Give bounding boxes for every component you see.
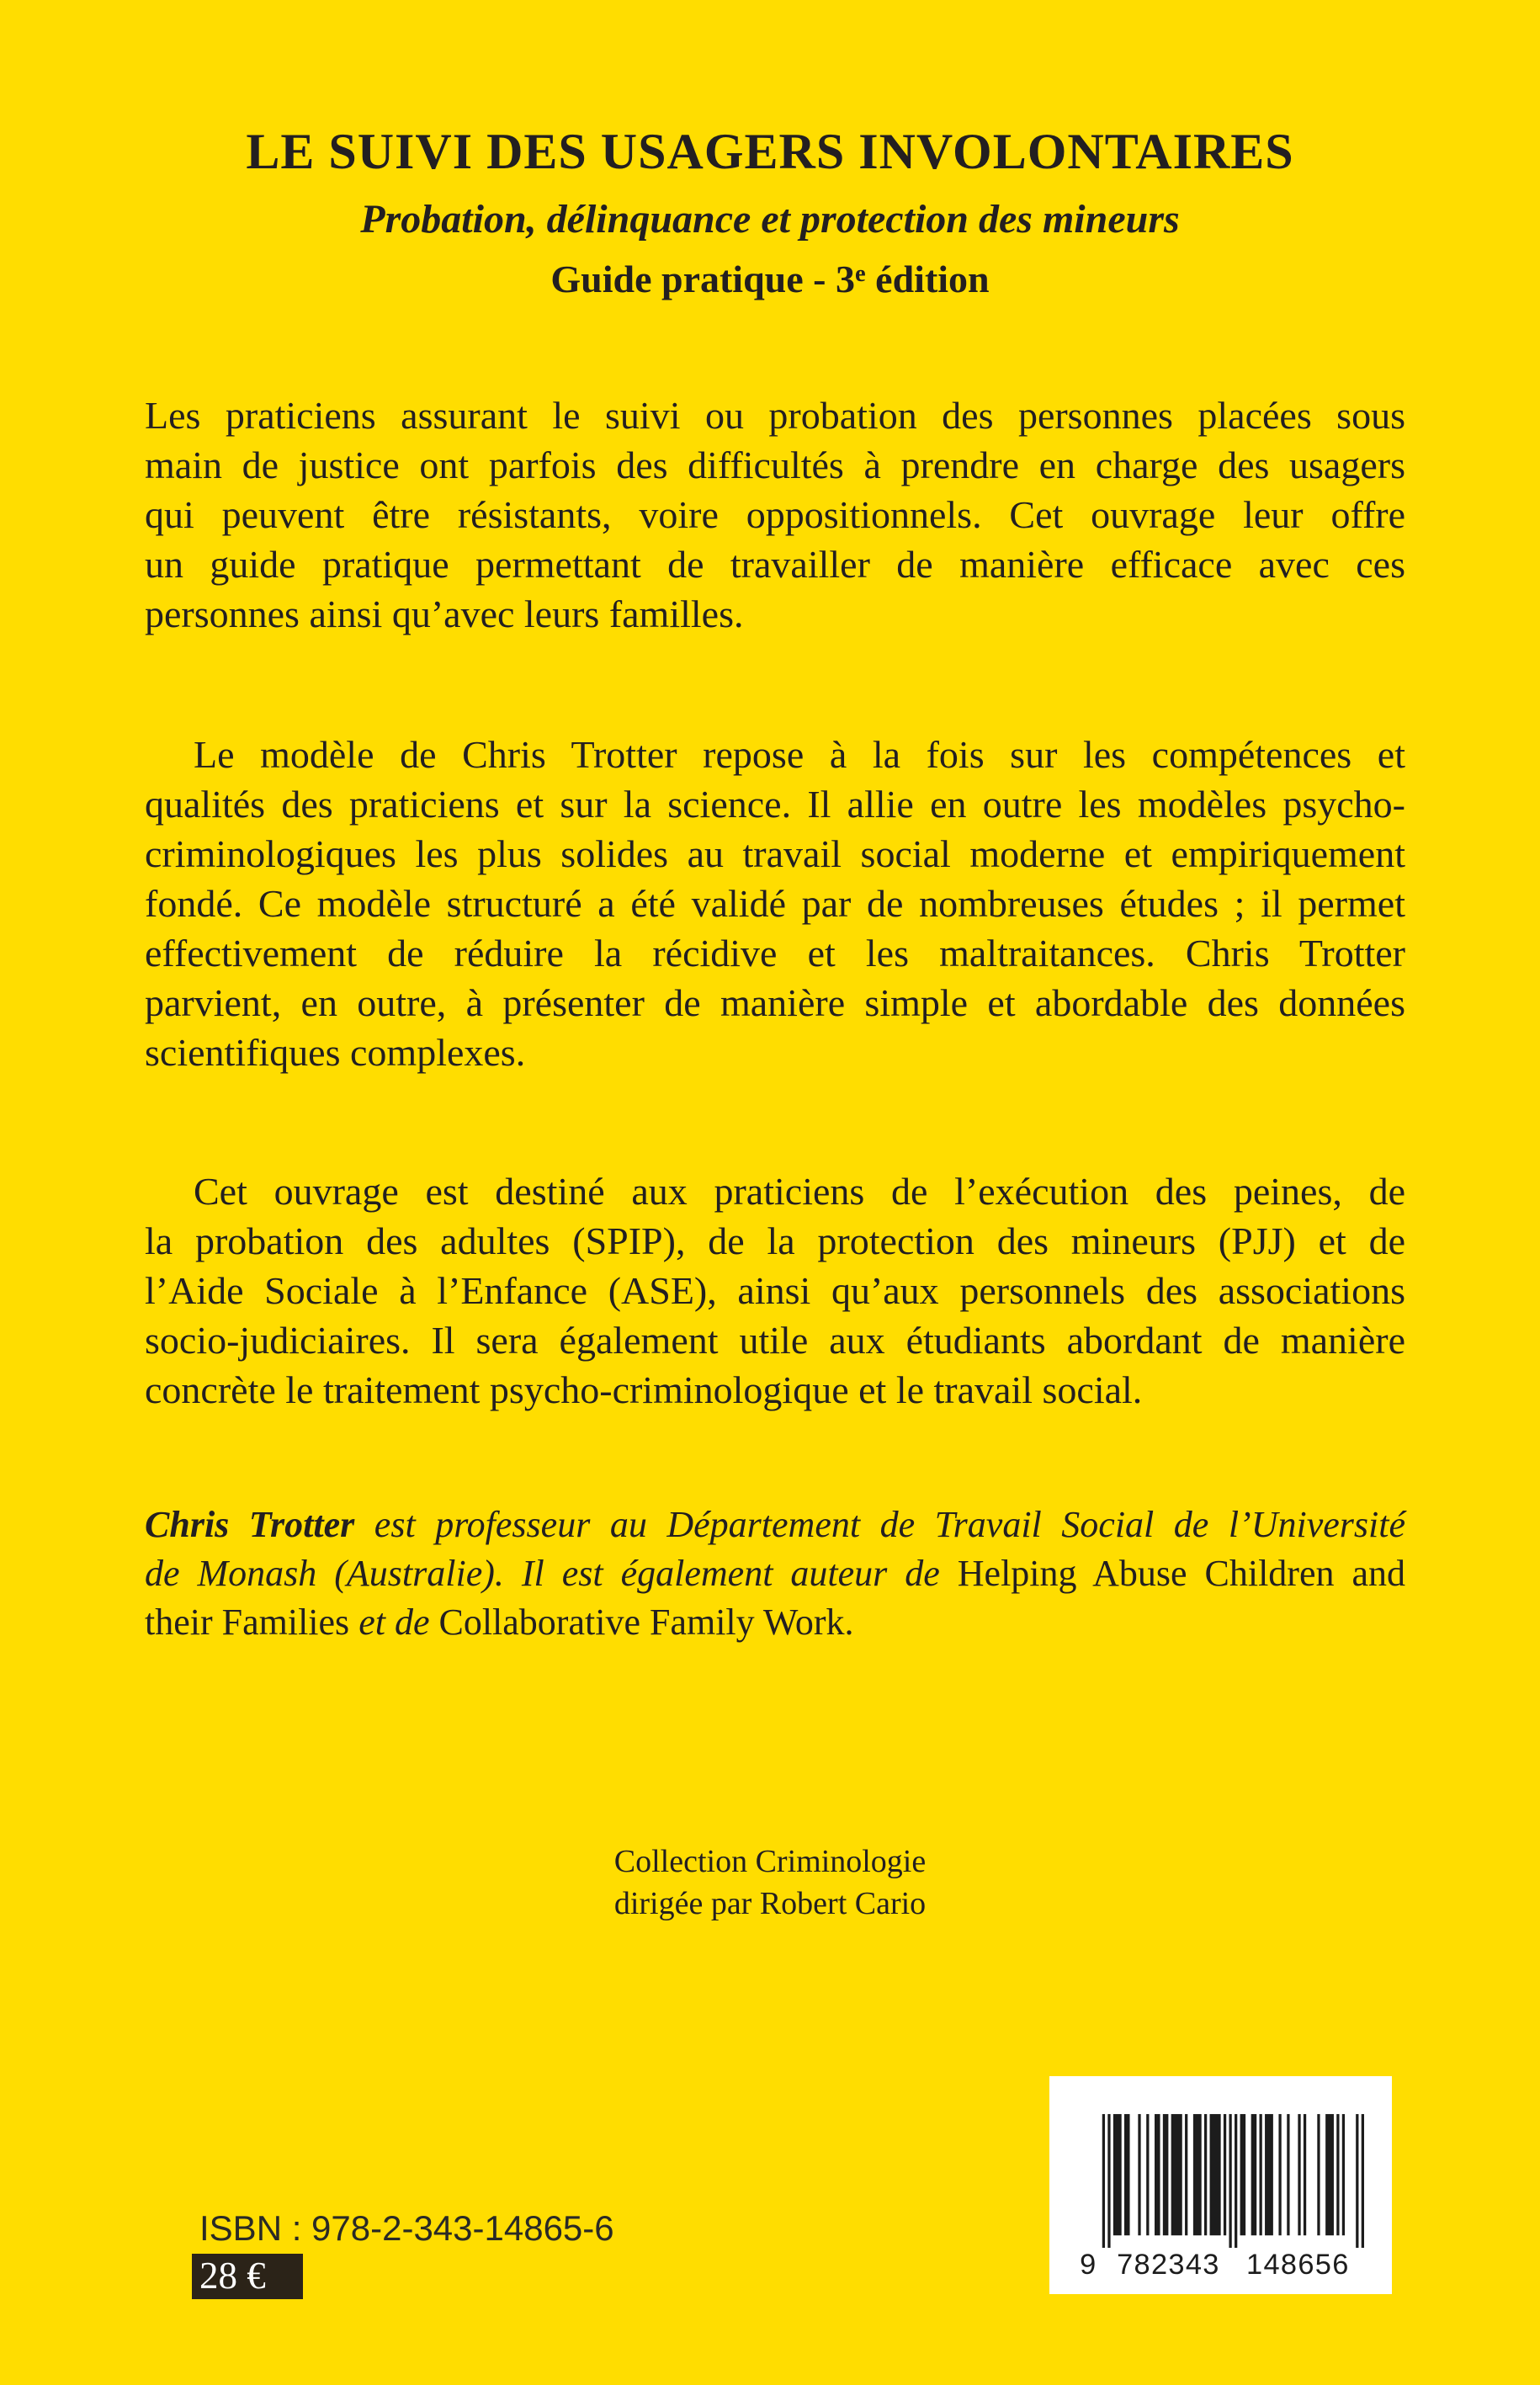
text-line: socio-judiciaires. Il sera également utile aux étudiants abordant de manière bbox=[145, 1318, 1405, 1362]
edition-suffix: édition bbox=[865, 257, 990, 300]
text-line: scientifiques complexes. bbox=[145, 1030, 526, 1074]
bio-text: est professeur au Département de Travail Social de l’Université bbox=[354, 1503, 1405, 1545]
collection-name: Collection Criminologie bbox=[613, 1843, 927, 1879]
text-line: l’Aide Sociale à l’Enfance (ASE), ainsi qu’aux personnels des associations bbox=[145, 1268, 1405, 1312]
paragraph-audience bbox=[145, 1166, 1405, 1415]
back-cover-text bbox=[145, 390, 1405, 1647]
paragraph-model bbox=[145, 730, 1405, 1077]
svg-text:782343: 782343 bbox=[1117, 2249, 1220, 2281]
bio-line bbox=[145, 1549, 1405, 1598]
edition-line bbox=[0, 251, 1540, 303]
text-line: la probation des adultes (SPIP), de la protection des mineurs (PJJ) et de bbox=[145, 1219, 1405, 1262]
svg-text:148656: 148656 bbox=[1246, 2249, 1350, 2281]
author-name: Chris Trotter bbox=[145, 1503, 355, 1545]
text-line: qui peuvent être résistants, voire oppositionnels. Cet ouvrage leur offre bbox=[145, 492, 1405, 536]
text-line: fondé. Ce modèle structuré a été validé par de nombreuses études ; il permet bbox=[145, 881, 1405, 925]
text-line: main de justice ont parfois des difficultés à prendre en charge des usagers bbox=[145, 443, 1405, 486]
edition-prefix: Guide pratique - 3 bbox=[550, 257, 855, 300]
price-value: 28 € bbox=[199, 2255, 266, 2297]
bio-text: de Monash (Australie). Il est également auteur de bbox=[145, 1552, 958, 1594]
bio-line bbox=[145, 1501, 1405, 1549]
book-reference: their Families bbox=[145, 1601, 350, 1643]
cover-header bbox=[0, 0, 1540, 303]
book-reference: Helping Abuse Children and bbox=[957, 1552, 1405, 1594]
text-line: un guide pratique permettant de travailler de manière efficace avec ces bbox=[145, 542, 1405, 586]
bio-text: et de bbox=[349, 1601, 439, 1643]
text-line: concrète le traitement psycho-criminologique et le travail social. bbox=[145, 1368, 1143, 1411]
book-title: LE SUIVI DES USAGERS INVOLONTAIRES bbox=[246, 124, 1294, 179]
book-subtitle: Probation, délinquance et protection des mineurs bbox=[360, 197, 1180, 242]
edition-superscript: e bbox=[855, 261, 866, 287]
ean13-barcode bbox=[1049, 2076, 1392, 2294]
text-line: criminologiques les plus solides au travail social moderne et empiriquement bbox=[145, 831, 1405, 875]
price-badge bbox=[192, 2254, 303, 2299]
book-reference: Collaborative Family Work. bbox=[438, 1601, 854, 1643]
text-line: effectivement de réduire la récidive et les maltraitances. Chris Trotter bbox=[145, 931, 1405, 975]
text-line: Cet ouvrage est destiné aux praticiens de l’exécution des peines, de bbox=[194, 1169, 1405, 1213]
collection-note bbox=[0, 1841, 1540, 1925]
bio-line bbox=[145, 1598, 1405, 1647]
paragraph-summary bbox=[145, 390, 1405, 639]
text-line: Les praticiens assurant le suivi ou probation des personnes placées sous bbox=[145, 393, 1405, 437]
collection-director: dirigée par Robert Cario bbox=[613, 1885, 927, 1921]
isbn-label: ISBN : 978-2-343-14865-6 bbox=[199, 2208, 614, 2248]
author-bio bbox=[145, 1501, 1405, 1647]
svg-text:9: 9 bbox=[1080, 2249, 1097, 2281]
text-line: Le modèle de Chris Trotter repose à la fois sur les compétences et bbox=[194, 732, 1405, 776]
text-line: parvient, en outre, à présenter de manière simple et abordable des données bbox=[145, 980, 1405, 1024]
text-line: qualités des praticiens et sur la science. Il allie en outre les modèles psycho- bbox=[145, 782, 1405, 826]
text-line: personnes ainsi qu’avec leurs familles. bbox=[145, 592, 744, 635]
